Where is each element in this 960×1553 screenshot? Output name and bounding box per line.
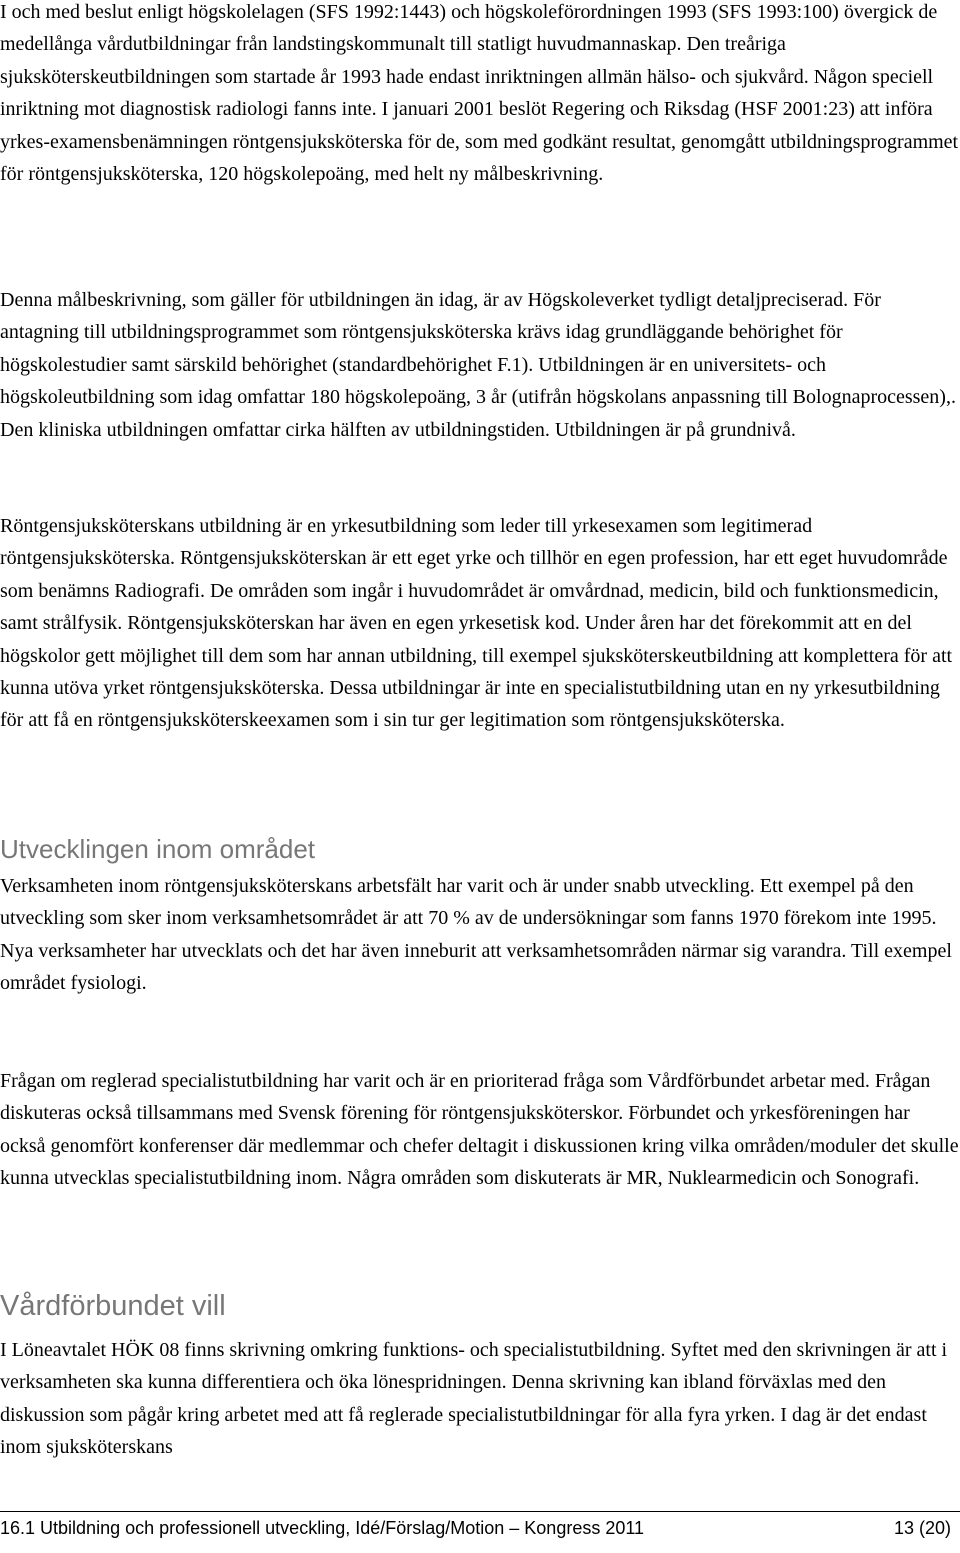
paragraph-1: I och med beslut enligt högskolelagen (SFS 1992:1443) och högskoleförordningen 1993 (SFS 1993:100) övergick de medellånga vårdutbildningar från landstingskommunalt till statligt huvudmannaskap. Den treåriga sjuksköterskeutbildningen som startade år 1993 hade endast inriktningen allmän hälso- och sjukvård. Någon speciell inriktning mot diagnostisk radiologi fanns inte. I januari 2001 beslöt Regering och Riksdag (HSF 2001:23) att införa yrkes-examensbenämningen röntgensjuksköterska för de, som med godkänt resultat, genomgått utbildningsprogrammet för röntgensjuksköterska, 120 högskolepoäng, med helt ny målbeskrivning. xyxy=(0,1,959,186)
paragraph-5: Frågan om reglerad specialistutbildning har varit och är en prioriterad fråga som Vårdförbundet arbetar med. Frågan diskuteras också tillsammans med Svensk förening för röntgensjuksköterskor. Förbundet och yrkesföreningen har också genomfört konferenser där medlemmar och chefer deltagit i diskussionen kring vilka områden/moduler det skulle kunna utvecklas specialistutbildning inom. Några områden som diskuterats är MR, Nuklearmedicin och Sonografi. xyxy=(0,1070,959,1190)
paragraph-3: Röntgensjuksköterskans utbildning är en yrkesutbildning som leder till yrkesexamen som legitimerad röntgensjuksköterska. Röntgensjuksköterskan är ett eget yrke och tillhör en egen profession, har ett eget huvudområde som benämns Radiografi. De områden som ingår i huvudområdet är omvårdnad, medicin, bild och funktionsmedicin, samt strålfysik. Röntgensjuksköterskan har även en egen yrkesetisk kod. Under åren har det förekommit att en del högskolor gett möjlighet till dem som har annan utbildning, till exempel sjuksköterskeutbildning att komplettera för att kunna utöva yrket röntgensjuksköterska. Dessa utbildningar är inte en specialistutbildning utan en ny yrkesutbildning för att få en röntgensjuksköterskeexamen som i sin tur ger legitimation som röntgensjuksköterska. xyxy=(0,515,953,732)
paragraph-4: Verksamheten inom röntgensjuksköterskans arbetsfält har varit och är under snabb utveckling. Ett exempel på den utveckling som sker inom verksamhetsområdet är att 70 % av de undersökningar som fanns 1970 förekom inte 1995. Nya verksamheter har utvecklats och det har även inneburit att verksamhetsområden närmar sig varandra. Till exempel området fysiologi. xyxy=(0,875,952,995)
heading-utvecklingen: Utvecklingen inom området xyxy=(0,834,316,864)
paragraph-6: I Löneavtalet HÖK 08 finns skrivning omkring funktions- och specialistutbildning. Syftet med den skrivningen är att i verksamheten ska kunna differentiera och öka lönespridningen. Denna skrivning kan ibland förväxlas med den diskussion som pågår kring arbetet med att få reglerade specialistutbildningar för alla fyra yrken. I dag är det endast inom sjuksköterskans xyxy=(0,1339,948,1459)
footer-divider xyxy=(0,1511,960,1512)
page-number: 13 (20) xyxy=(893,1518,951,1538)
paragraph-2: Denna målbeskrivning, som gäller för utbildningen än idag, är av Högskoleverket tydligt detaljpreciserad. För antagning till utbildningsprogrammet som röntgensjuksköterska krävs idag grundläggande behörighet för högskolestudier samt särskild behörighet (standardbehörighet F.1). Utbildningen är en universitets- och högskoleutbildning som idag omfattar 180 högskolepoäng, 3 år (utifrån högskolans anpassning till Bolognaprocessen),. Den kliniska utbildningen omfattar cirka hälften av utbildningstiden. Utbildningen är på grundnivå. xyxy=(0,289,956,441)
footer-title: 16.1 Utbildning och professionell utveckling, Idé/Förslag/Motion – Kongress 2011 xyxy=(0,1518,645,1538)
heading-vardforbundet: Vårdförbundet vill xyxy=(0,1290,226,1322)
